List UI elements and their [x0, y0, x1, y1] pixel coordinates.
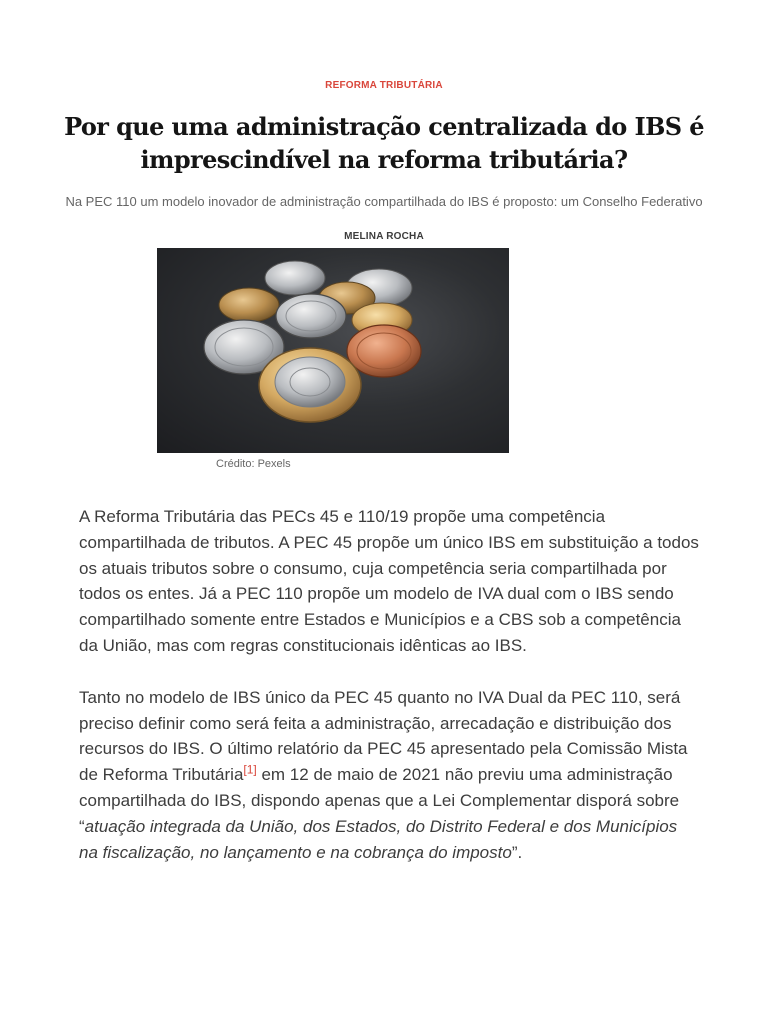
- author-byline[interactable]: [0, 231, 768, 242]
- coins-illustration: [157, 248, 509, 453]
- footnote-link[interactable]: [1]: [243, 762, 257, 777]
- category-kicker[interactable]: [0, 80, 768, 91]
- paragraph-2-text: Tanto no modelo de IBS único da PEC 45 quanto no IVA Dual da PEC 110, será preciso definir como será feita a administração, arrecadação e distribuição dos recursos do IBS. O último relatório da PEC 45 apresentado pela Comissão Mista de Reforma Tributária: [79, 687, 688, 785]
- author-link[interactable]: MELINA ROCHA: [344, 231, 424, 242]
- quoted-text: atuação integrada da União, dos Estados, do Distrito Federal e dos Municípios na fiscalização, no lançamento e na cobrança do imposto: [79, 816, 678, 862]
- category-link[interactable]: REFORMA TRIBUTÁRIA: [325, 80, 443, 91]
- paragraph-2-end: ”.: [511, 842, 523, 862]
- paragraph-1: A Reforma Tributária das PECs 45 e 110/19 propõe uma competência compartilhada de tributos. A PEC 45 propõe um único IBS em substituição a todos os atuais tributos sobre o consumo, cuja competência seria compartilhada por todos os entes. Já a PEC 110 propõe um modelo de IVA dual com o IBS sendo compartilhado somente entre Estados e Municípios e a CBS sob a competência da União, mas com regras constitucionais idênticas ao IBS.: [79, 507, 699, 655]
- article-title: Por que uma administração centralizada do IBS é imprescindível na reforma tributária?: [64, 112, 704, 174]
- article-body: [79, 504, 699, 891]
- article-subtitle: Na PEC 110 um modelo inovador de administração compartilhada do IBS é proposto: um Conselho Federativo: [65, 194, 703, 209]
- coins-photo: [157, 248, 509, 453]
- paragraph-2-middle: em 12 de maio de 2021 não previu uma administração compartilhada do IBS, dispondo apenas que a Lei Complementar disporá sobre “: [79, 765, 680, 836]
- paragraph-2: [79, 685, 699, 866]
- image-credit: Crédito: Pexels: [216, 458, 291, 470]
